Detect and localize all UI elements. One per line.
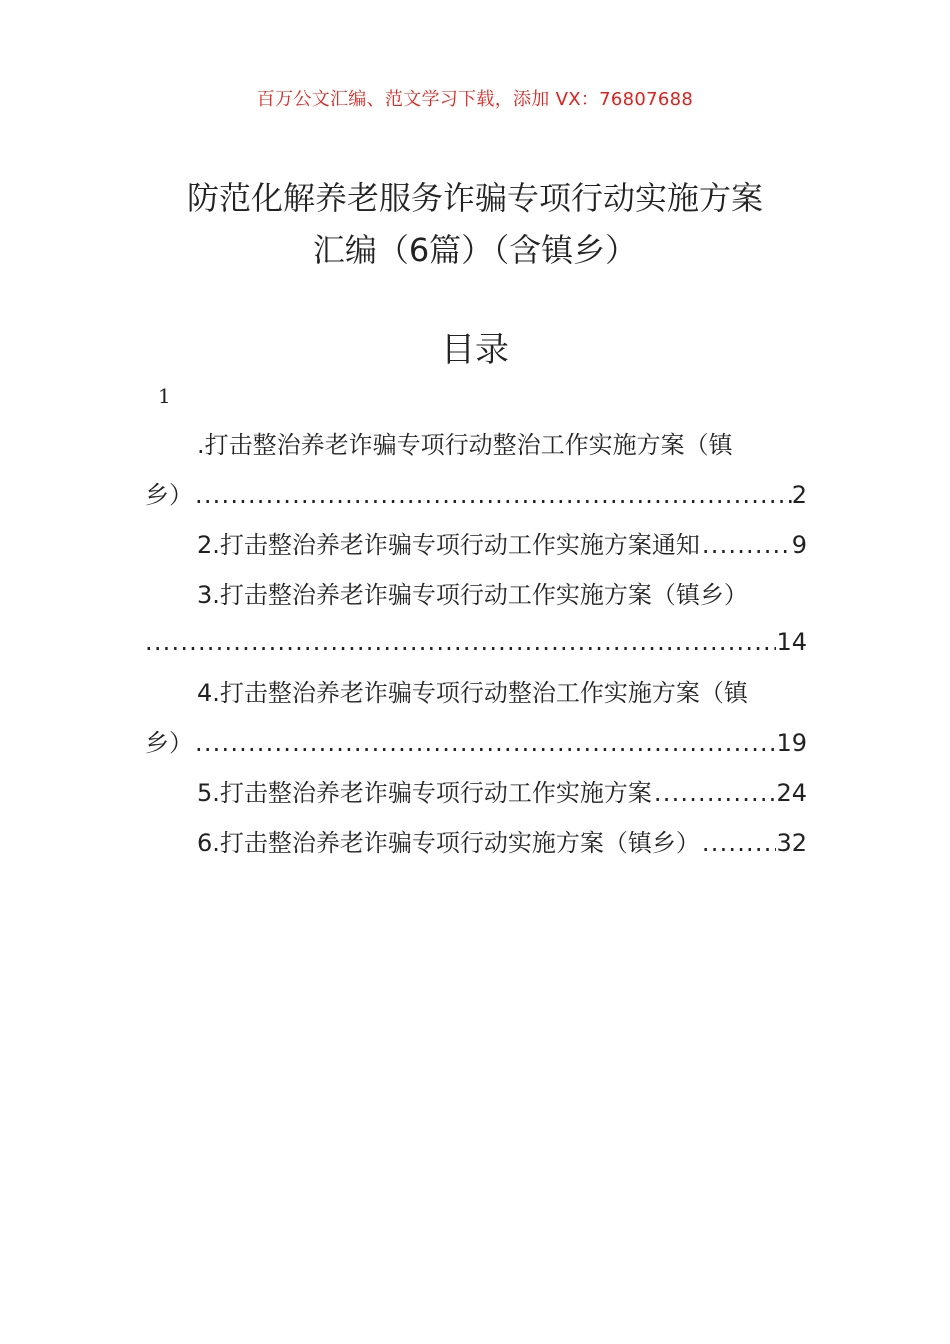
toc-entry-1-line-2[interactable] <box>145 475 807 515</box>
toc-entry-4-line-2[interactable] <box>145 723 807 763</box>
toc-entry-3-label: 3.打击整治养老诈骗专项行动工作实施方案（镇乡） <box>197 581 748 609</box>
document-title-line-2: 汇编（6篇）（含镇乡） <box>312 231 638 269</box>
watermark-header-note: 百万公文汇编、范文学习下载，添加 VX：76807688 <box>256 89 694 110</box>
document-title-line-1: 防范化解养老服务诈骗专项行动实施方案 <box>186 179 763 217</box>
toc-entry-1-line-1[interactable] <box>145 425 807 465</box>
toc-entry-1-label-cont: 乡） <box>145 481 193 509</box>
toc-entry-4-line-1[interactable] <box>145 673 807 713</box>
toc-entry-5-label: 5.打击整治养老诈骗专项行动工作实施方案 <box>197 779 652 807</box>
toc-entry-2[interactable] <box>145 525 807 565</box>
toc-entry-6-page: 32 <box>776 829 807 857</box>
toc-entry-5-page: 24 <box>776 779 807 807</box>
toc-entry-4-page: 19 <box>776 729 807 757</box>
toc-leader-dots <box>193 475 792 515</box>
toc-entry-6-label: 6.打击整治养老诈骗专项行动实施方案（镇乡） <box>197 829 700 857</box>
toc-entry-4-label-cont: 乡） <box>145 729 193 757</box>
toc-entry-4-label: 4.打击整治养老诈骗专项行动整治工作实施方案（镇 <box>197 679 748 707</box>
toc-entry-6[interactable] <box>145 823 807 863</box>
page-marker: 1 <box>158 384 171 408</box>
document-title <box>120 172 830 276</box>
toc-heading: 目录 <box>441 330 509 370</box>
toc-entry-1-label: .打击整治养老诈骗专项行动整治工作实施方案（镇 <box>197 431 733 459</box>
toc-entry-3-line-2[interactable] <box>145 622 807 662</box>
toc-entry-2-label: 2.打击整治养老诈骗专项行动工作实施方案通知 <box>197 531 700 559</box>
toc-entry-3-page: 14 <box>776 628 807 656</box>
toc-leader-dots <box>193 723 776 763</box>
toc-entry-1-page: 2 <box>791 481 807 509</box>
toc-leader-dots <box>700 823 777 863</box>
toc-entry-2-page: 9 <box>791 531 807 559</box>
toc-entry-3-line-1[interactable] <box>145 575 807 615</box>
toc-leader-dots <box>652 773 777 813</box>
toc-leader-dots <box>700 525 792 565</box>
toc-leader-dots <box>145 622 776 662</box>
toc-entry-5[interactable] <box>145 773 807 813</box>
